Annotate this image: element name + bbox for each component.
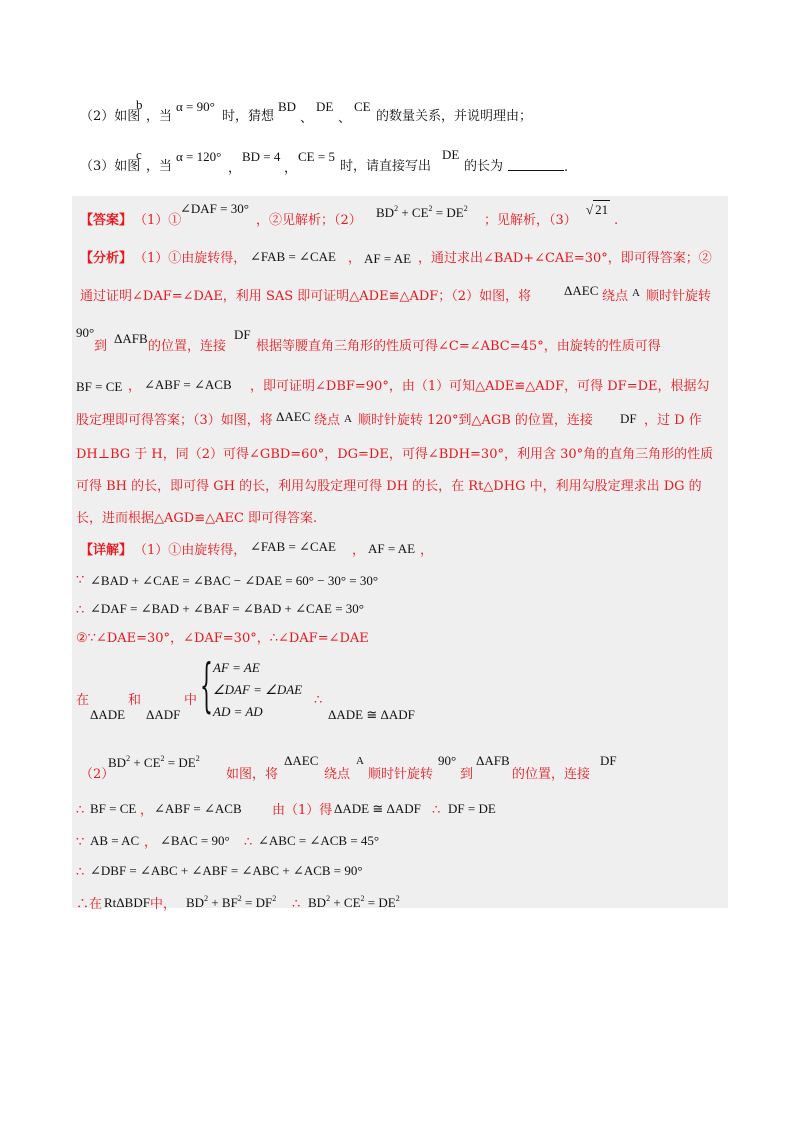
q3-answer-blank: .	[508, 158, 568, 177]
system-eq2: ∠DAF = ∠DAE	[213, 682, 303, 697]
q3-text2: 的长为	[464, 159, 504, 174]
q3-bd: BD = 4	[242, 149, 281, 164]
detail-l10m1: RtΔBDF	[104, 895, 150, 910]
analysis-l4m2: ∠ABF = ∠ACB	[144, 377, 232, 392]
q2-when: ，当	[146, 109, 173, 124]
detail-l1b: ，	[352, 543, 366, 558]
detail-l5m1: ΔADE	[90, 707, 126, 722]
detail-l6m2: ΔAEC	[284, 753, 319, 768]
detail-l10a: 中，	[150, 897, 177, 912]
detail-l7m1: BF = CE	[90, 801, 137, 816]
detail-l9-therefore: ∴	[76, 865, 85, 880]
q2-sep2: 、	[338, 111, 352, 126]
detail-l5m2: ΔADF	[146, 707, 181, 722]
q3-when: ，当	[146, 159, 173, 174]
detail-l10m2: $BD^2 + BF^2 = DF^2$	[186, 894, 277, 910]
q2-alpha: α = 90°	[176, 99, 215, 114]
analysis-l5m2: A	[344, 413, 352, 425]
detail-l3-therefore: ∴	[76, 603, 85, 618]
q3-ce: CE = 5	[298, 149, 335, 164]
analysis-l5m3: DF	[620, 411, 637, 426]
analysis-l2a: 通过证明∠DAF=∠DAE，利用 SAS 即可证明△ADE≌△ADF；（2）如图，将	[80, 289, 532, 304]
detail-l6e: 到	[460, 767, 474, 782]
q3-text1: 时，请直接写出	[340, 159, 432, 174]
detail-l8-because: ∵	[76, 835, 85, 850]
analysis-l3m3: DF	[234, 327, 251, 342]
detail-l7m3: ΔADE ≅ ΔADF	[334, 801, 421, 816]
detail-l10m3: $BD^2 + CE^2 = DE^2$	[308, 894, 400, 910]
analysis-l8: 长，进而根据△AGD≌△AEC 即可得答案.	[76, 511, 318, 526]
analysis-l6: DH⊥BG 于 H，同（2）可得∠GBD=60°，DG=DE，可得∠BDH=30°，利用含 30°角的直角三角形的性质	[76, 447, 714, 462]
detail-l6m4: 90°	[438, 753, 457, 768]
analysis-l3m2: ΔAFB	[114, 331, 148, 346]
analysis-l1m2: AF = AE	[364, 251, 412, 266]
answer-p1: （1）①	[134, 213, 182, 228]
detail-l10-therefore: ∴在	[76, 897, 103, 912]
detail-l5m3: ΔADE ≅ ΔADF	[328, 707, 415, 722]
answer-p3: ；见解析，（3）	[484, 213, 577, 228]
detail-l6a: （2）	[80, 767, 115, 782]
answer-p2: ，②见解析；（2）	[256, 213, 362, 228]
detail-l8a: ，	[144, 835, 158, 850]
answer-m3: √ 21	[586, 202, 609, 217]
detail-l6c: 绕点	[324, 767, 351, 782]
detail-l7a: ，	[140, 803, 154, 818]
analysis-l5d: ，过 D 作	[644, 413, 702, 428]
q3-comma1: ，	[228, 161, 242, 176]
analysis-l7: 可得 BH 的长，即可得 GH 的长，利用勾股定理可得 DH 的长，在 Rt△DHG 中，利用勾股定理求出 DG 的	[76, 479, 702, 494]
analysis-l4b: ，即可证明∠DBF=90°，由（1）可知△ADE≌△ADF，可得 DF=DE，根据勾	[250, 379, 710, 394]
detail-l6m6: DF	[600, 753, 617, 768]
system-eq1: AF = AE	[213, 660, 260, 675]
detail-l8-therefore: ∴	[244, 835, 253, 850]
detail-l1m1: ∠FAB = ∠CAE	[250, 539, 336, 554]
analysis-l5m1: ΔAEC	[276, 409, 311, 424]
detail-tag: 【详解】	[80, 543, 133, 558]
analysis-l5b: 绕点	[314, 413, 341, 428]
analysis-l5c: 顺时针旋转 120°到△AGB 的位置，连接	[358, 413, 593, 428]
detail-l6m5: ΔAFB	[476, 753, 510, 768]
analysis-l5a: 股定理即可得答案；（3）如图，将	[76, 413, 273, 428]
q3-de: DE	[442, 147, 460, 162]
detail-l6b: 如图，将	[226, 767, 279, 782]
analysis-l2m2: A	[632, 287, 640, 299]
q2-bd: BD	[278, 99, 297, 114]
q3-figure-ref: c	[136, 147, 142, 162]
detail-l7b: 由（1）得	[272, 803, 333, 818]
answer-m2: $BD^2 + CE^2 = DE^2$	[376, 204, 468, 220]
detail-l6m3: A	[356, 755, 364, 767]
q3-comma2: ，	[284, 161, 298, 176]
analysis-l4m1: BF = CE	[76, 379, 123, 394]
q2-ce: CE	[354, 99, 371, 114]
detail-l6m1: $BD^2 + CE^2 = DE^2$	[108, 754, 200, 770]
detail-l8m3: ∠ABC = ∠ACB = 45°	[258, 833, 380, 848]
answer-m1: ∠DAF = 30°	[180, 201, 249, 216]
detail-l1a: （1）①由旋转得，	[134, 543, 247, 558]
detail-l6d: 顺时针旋转	[368, 767, 434, 782]
detail-l6f: 的位置，连接	[512, 767, 591, 782]
q2-de: DE	[316, 99, 334, 114]
analysis-l1c: ，通过求出∠BAD+∠CAE=30°，即可得答案；②	[418, 251, 712, 266]
q2-text1: 时，猜想	[222, 109, 275, 124]
analysis-l2m1: ΔAEC	[564, 283, 599, 298]
detail-l7m2: ∠ABF = ∠ACB	[154, 801, 242, 816]
detail-l5a: 在	[76, 693, 90, 708]
answer-tag: 【答案】	[80, 213, 133, 228]
detail-l2-math: ∠BAD + ∠CAE = ∠BAC − ∠DAE = 60° − 30° = 30°	[90, 573, 379, 588]
detail-l5c: 中	[184, 693, 198, 708]
q3-label: （3）如图	[80, 159, 141, 174]
analysis-l1b: ，	[348, 251, 362, 266]
detail-l3-math: ∠DAF = ∠BAD + ∠BAF = ∠BAD + ∠CAE = 30°	[90, 601, 365, 616]
analysis-l3m1: 90°	[76, 325, 95, 340]
analysis-l2b: 绕点	[602, 289, 629, 304]
analysis-l2c: 顺时针旋转	[646, 289, 712, 304]
detail-l10-therefore2: ∴	[292, 897, 301, 912]
detail-l8m2: ∠BAC = 90°	[160, 833, 230, 848]
analysis-l3a: 到	[94, 339, 108, 354]
detail-l1m2: AF = AE	[368, 541, 416, 556]
q2-figure-ref: b	[136, 97, 143, 112]
detail-l9m: ∠DBF = ∠ABC + ∠ABF = ∠ABC + ∠ACB = 90°	[90, 863, 363, 878]
answer-p4: .	[614, 213, 619, 228]
detail-l7-therefore2: ∴	[432, 803, 441, 818]
detail-l8m1: AB = AC	[90, 833, 140, 848]
analysis-l1a: （1）①由旋转得，	[134, 251, 247, 266]
q2-sep1: 、	[300, 111, 314, 126]
analysis-tag: 【分析】	[80, 251, 133, 266]
system-eq3: AD = AD	[213, 704, 263, 719]
analysis-l3c: 根据等腰直角三角形的性质可得∠C=∠ABC=45°，由旋转的性质可得	[256, 339, 661, 354]
analysis-l1m1: ∠FAB = ∠CAE	[250, 249, 336, 264]
detail-l2-because: ∵	[76, 573, 85, 588]
q2-label: （2）如图	[80, 109, 141, 124]
analysis-l4a: ，	[128, 379, 142, 394]
system-brace: {	[200, 651, 213, 719]
detail-l1c: ，	[420, 543, 434, 558]
detail-l7m4: DF = DE	[448, 801, 496, 816]
detail-l7-therefore: ∴	[76, 803, 85, 818]
q2-text2: 的数量关系，并说明理由；	[376, 109, 533, 124]
q3-alpha: α = 120°	[176, 149, 222, 164]
detail-l4: ②∵∠DAE=30°，∠DAF=30°，∴∠DAF=∠DAE	[76, 631, 369, 646]
detail-l5b: 和	[128, 693, 142, 708]
detail-l5-therefore: ∴	[314, 693, 323, 708]
analysis-l3b: 的位置，连接	[148, 339, 227, 354]
